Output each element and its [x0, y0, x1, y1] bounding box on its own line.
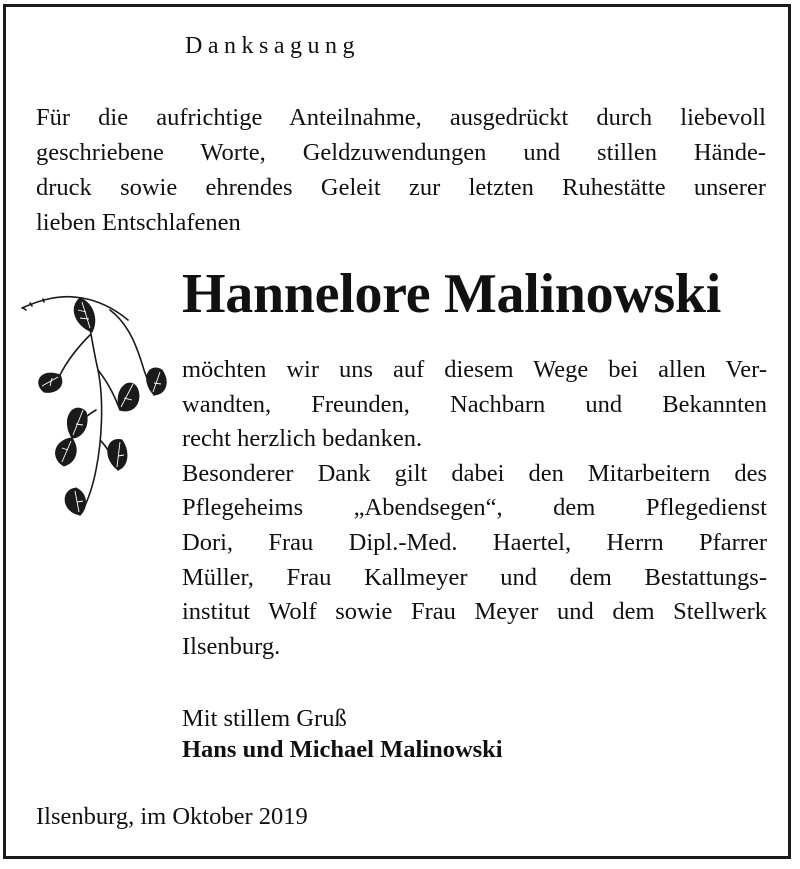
thanks-line: wandten, Freunden, Nachbarn und Bekannten	[182, 390, 767, 418]
thanks-paragraph	[182, 353, 767, 664]
intro-paragraph	[36, 100, 766, 240]
signers: Hans und Michael Malinowski	[182, 736, 503, 763]
intro-line: druck sowie ehrendes Geleit zur letzten Ruhestätte unserer	[36, 174, 766, 201]
thanks-line: möchten wir uns auf diesem Wege bei allen Ver-	[182, 356, 767, 383]
thanks-line: institut Wolf sowie Frau Meyer und dem Stellwerk	[182, 598, 767, 626]
birch-branch-icon	[20, 290, 180, 530]
intro-line: geschriebene Worte, Geldzuwendungen und stillen Hände-	[36, 139, 766, 166]
thanks-line: Müller, Frau Kallmeyer und dem Bestattungs-	[182, 563, 767, 591]
notice-heading: Danksagung	[185, 33, 360, 59]
thanks-line: Ilsenburg.	[182, 632, 281, 660]
place-date: Ilsenburg, im Oktober 2019	[36, 803, 308, 830]
deceased-name: Hannelore Malinowski	[182, 263, 722, 325]
intro-line: Für die aufrichtige Anteilnahme, ausgedrückt durch liebevoll	[36, 104, 766, 131]
intro-line: lieben Entschlafenen	[36, 209, 241, 236]
thanks-line: Pflegeheims „Abendsegen“, dem Pflegedienst	[182, 494, 767, 522]
closing-greeting: Mit stillem Gruß	[182, 705, 347, 732]
thanks-line: Dori, Frau Dipl.-Med. Haertel, Herrn Pfarrer	[182, 528, 767, 556]
thanks-line: recht herzlich bedanken.	[182, 425, 423, 453]
thanks-line: Besonderer Dank gilt dabei den Mitarbeitern des	[182, 459, 767, 487]
